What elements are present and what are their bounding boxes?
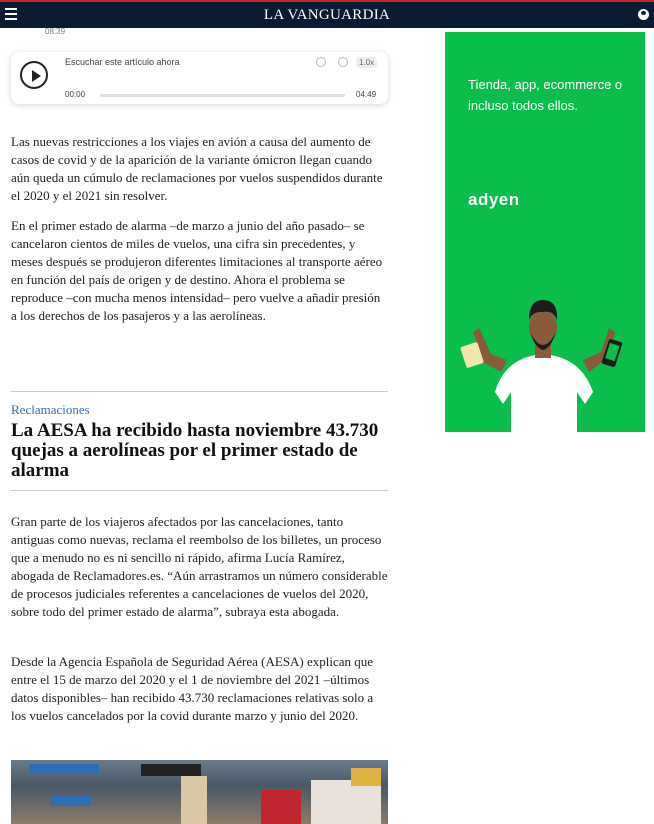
rewind-icon[interactable] bbox=[316, 57, 326, 67]
paragraph-3-text: Gran parte de los viajeros afectados por las cancelaciones, tanto antiguas como nuevas, reclama el reembolso de los billetes, un proceso que a menudo no es ni sencillo ni rápido, afirma Lucía Ramírez, abogada de Reclamadores.es. “Aún arrastramos un número considerable de procesos judiciales referentes a cancelaciones de vuelos del 2020, sobre todo del primer estado de alarma”, subraya esta abogada. bbox=[11, 514, 388, 619]
audio-player bbox=[11, 52, 388, 104]
speed-button[interactable]: 1.0x bbox=[356, 57, 377, 68]
paragraph-3 bbox=[11, 513, 389, 621]
paragraph-1 bbox=[11, 133, 389, 205]
duration: 04:49 bbox=[356, 90, 377, 99]
user-icon[interactable] bbox=[638, 9, 649, 20]
ad-brand-logo: adyen bbox=[468, 190, 520, 209]
article-photo bbox=[11, 760, 388, 824]
paragraph-2-text: En el primer estado de alarma –de marzo a junio del año pasado– se cancelaron cientos de miles de vuelos, una cifra sin precedentes, y meses después se produjeron diferentes limitaciones al transporte aéreo en función del país de origen y de destino. Ahora el problema se reproduce –con mucha menos intensidad– pero vuelve a añadir presión a los derechos de los pasajeros y a las aerolíneas. bbox=[11, 218, 383, 323]
paragraph-1-text: Las nuevas restricciones a los viajes en avión a causa del aumento de casos de covid y de la aparición de la variante ómicron llegan cuando aún queda un cúmulo de reclamaciones por vuelos suspendidos durante el 2020 y el 2021 sin resolver. bbox=[11, 134, 383, 203]
top-bar bbox=[0, 0, 654, 28]
play-icon[interactable] bbox=[20, 61, 48, 89]
related-headline[interactable]: La AESA ha recibido hasta noviembre 43.730 quejas a aerolíneas por el primer estado de alarma bbox=[11, 420, 379, 481]
publish-time: 08:39 bbox=[45, 27, 66, 36]
paragraph-4 bbox=[11, 653, 389, 725]
related-kicker[interactable]: Reclamaciones bbox=[11, 402, 90, 417]
advertisement[interactable] bbox=[445, 32, 645, 432]
divider bbox=[11, 391, 388, 392]
ad-illustration bbox=[445, 32, 645, 432]
progress-track[interactable] bbox=[100, 94, 345, 97]
current-time: 00:00 bbox=[65, 90, 86, 99]
airport-photo bbox=[11, 760, 388, 824]
paragraph-4-text: Desde la Agencia Española de Seguridad Aérea (AESA) explican que entre el 15 de marzo del 2020 y el 1 de noviembre del 2021 –últimos datos disponibles– han recibido 43.730 reclamaciones relativas solo a los vuelos cancelados por la covid durante marzo y junio del 2020. bbox=[11, 654, 374, 723]
ad-text: Tienda, app, ecommerce o incluso todos ellos. bbox=[468, 77, 623, 113]
divider bbox=[11, 490, 388, 491]
forward-icon[interactable] bbox=[338, 57, 348, 67]
paragraph-2 bbox=[11, 217, 389, 325]
site-logo[interactable]: LA VANGUARDIA bbox=[263, 7, 391, 23]
player-label: Escuchar este artículo ahora bbox=[65, 57, 180, 67]
